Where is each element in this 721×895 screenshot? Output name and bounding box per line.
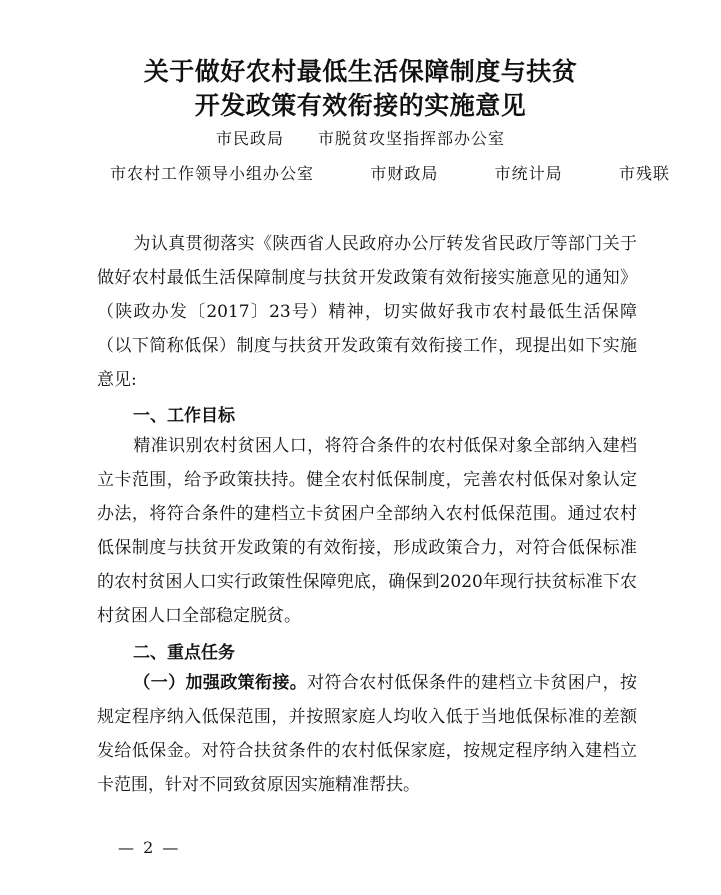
issuer-statistics-bureau: 市统计局 (494, 164, 563, 183)
section1-paragraph-text: 精准识别农村贫困人口，将符合条件的农村低保对象全部纳入建档立卡范围，给予政策扶持。健全农村低保制度，完善农村低保对象认定办法，将符合条件的建档立卡贫困户全部纳入农村低保范围。通过农村低保制度与扶贫开发政策的有效衔接，形成政策合力，对符合低保标准的农村贫困人口实行政策性保障兜底，确保到2020年现行扶贫标准下农村贫困人口全部稳定脱贫。 (97, 436, 637, 626)
document-title-line1: 关于做好农村最低生活保障制度与扶贫 (143, 57, 578, 86)
section2-sub1-paragraph (97, 667, 637, 803)
issuer-poverty-office: 市脱贫攻坚指挥部办公室 (318, 129, 506, 148)
page-number: — 2 — (118, 838, 181, 857)
section2-sub1-lead: （一）加强政策衔接。 (133, 673, 308, 693)
issuers-row2 (110, 161, 670, 184)
section2-sub1-text: 对符合农村低保条件的建档立卡贫困户，按规定程序纳入低保范围，并按照家庭人均收入低于当地低保标准的差额发给低保金。对符合扶贫条件的农村低保家庭，按规定程序纳入建档立卡范围，针对不同致贫原因实施精准帮扶。 (97, 673, 637, 795)
issuer-disabled-federation: 市残联 (618, 164, 670, 183)
document-title-line2: 开发政策有效衔接的实施意见 (194, 91, 527, 120)
issuer-civil-affairs: 市民政局 (215, 129, 284, 148)
section2-heading: 二、重点任务 (133, 643, 235, 663)
section1-heading: 一、工作目标 (133, 406, 235, 426)
intro-paragraph (97, 228, 637, 398)
issuers-row1 (0, 126, 721, 149)
issuer-rural-work-office: 市农村工作领导小组办公室 (110, 164, 315, 183)
intro-paragraph-text: 为认真贯彻落实《陕西省人民政府办公厅转发省民政厅等部门关于做好农村最低生活保障制度与扶贫开发政策有效衔接实施意见的通知》（陕政办发〔2017〕23号）精神，切实做好我市农村最低生活保障（以下简称低保）制度与扶贫开发政策有效衔接工作，现提出如下实施意见: (97, 234, 637, 390)
section1-paragraph (97, 430, 637, 633)
issuer-finance-bureau: 市财政局 (370, 164, 439, 183)
